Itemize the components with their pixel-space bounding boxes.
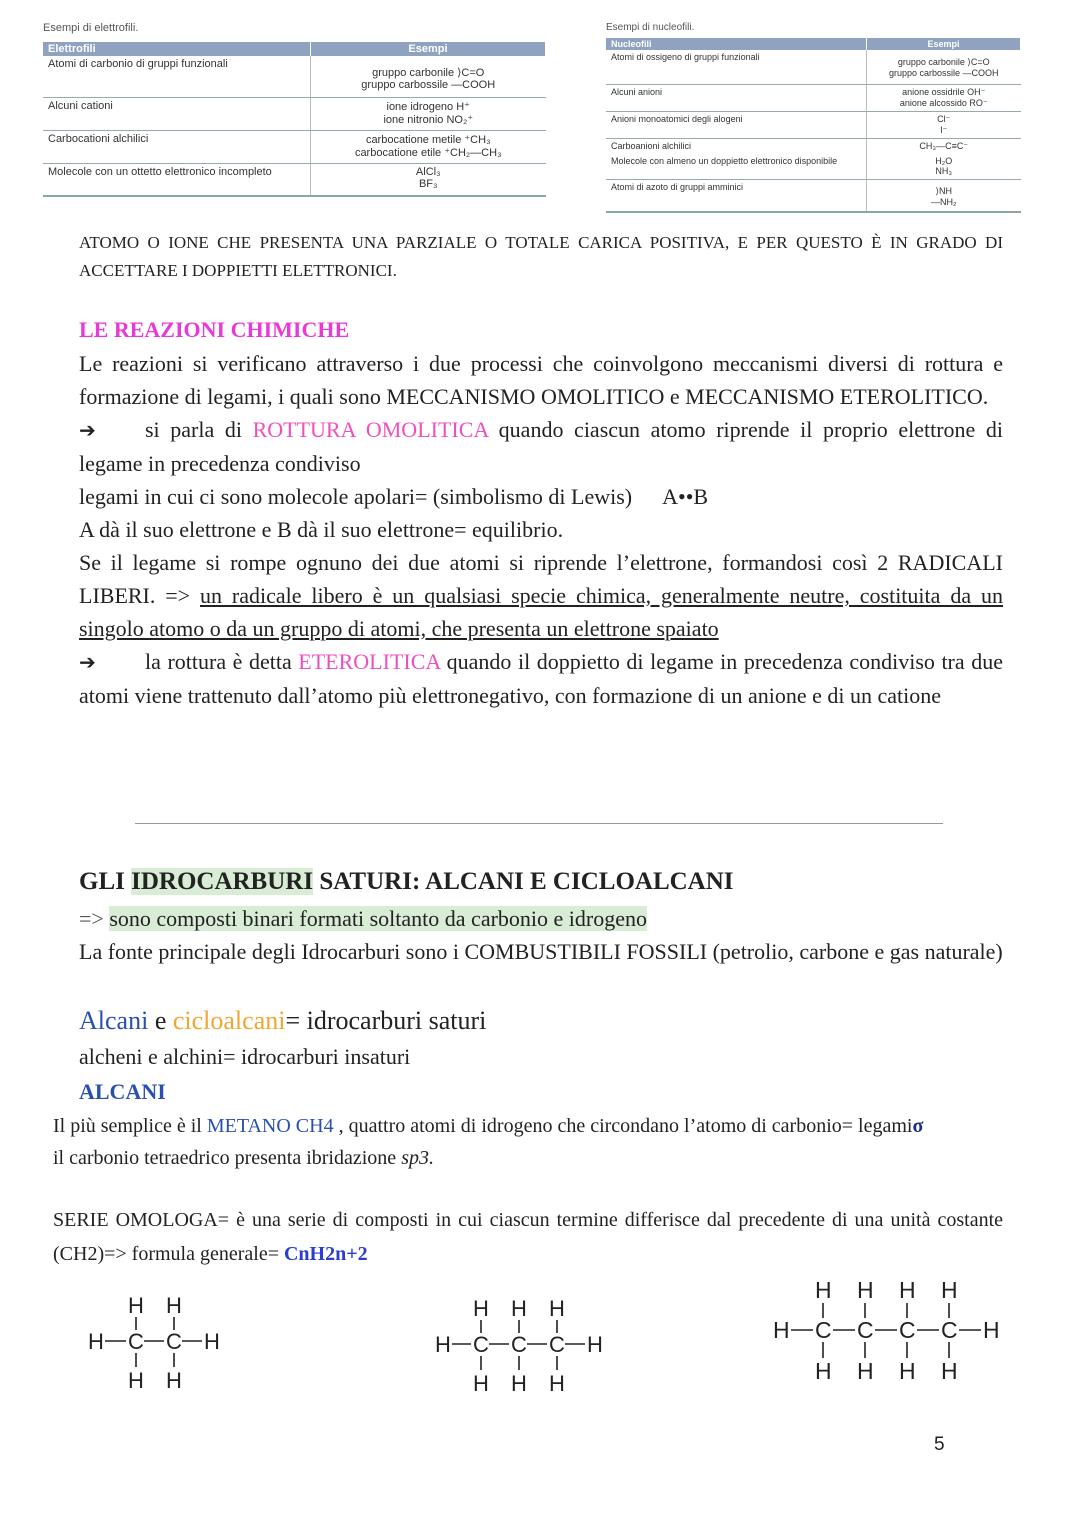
section-title-reazioni: LE REAZIONI CHIMICHE — [79, 317, 350, 342]
table-cell: Molecole con un ottetto elettronico incompleto — [43, 163, 311, 196]
atom-h: H — [815, 1358, 832, 1384]
atom-h: H — [473, 1296, 489, 1321]
saturi-line: Alcani e cicloalcani= idrocarburi saturi — [79, 1006, 487, 1035]
table-cell: CH₃—C≡C⁻ — [867, 138, 1021, 154]
atom-h: H — [899, 1358, 916, 1384]
table-row — [43, 97, 546, 130]
table-row — [43, 163, 546, 196]
atom-c: C — [166, 1329, 182, 1354]
atom-h: H — [857, 1358, 874, 1384]
atom-h: H — [128, 1368, 144, 1393]
table-row — [606, 138, 1021, 154]
insaturi-line: alcheni e alchini= idrocarburi insaturi — [79, 1044, 411, 1069]
atom-h: H — [549, 1296, 565, 1321]
atom-c: C — [857, 1317, 874, 1343]
radicale-definition: un radicale libero è un qualsiasi specie chimica, generalmente neutre, costituita da un singolo atomo o da un gruppo di atomi, che presenta un elettrone spaiato — [79, 583, 1003, 641]
atom-c: C — [511, 1332, 527, 1357]
atom-h: H — [857, 1277, 874, 1303]
table-cell: Alcuni cationi — [43, 97, 311, 130]
elettrofili-table — [43, 42, 546, 197]
table-cell: AlCl₃ BF₃ — [311, 163, 546, 196]
table-cell: Molecole con almeno un doppietto elettronico disponibile — [606, 154, 867, 180]
atom-h: H — [941, 1358, 958, 1384]
arrow-icon: ➔ — [79, 418, 96, 442]
atom-c: C — [128, 1329, 144, 1354]
atom-h: H — [549, 1371, 565, 1396]
atom-c: C — [815, 1317, 832, 1343]
page-number: 5 — [934, 1434, 945, 1455]
atom-h: H — [166, 1368, 182, 1393]
table-cell: H₂O NH₃ — [867, 154, 1021, 180]
alcani-title: ALCANI — [79, 1079, 166, 1104]
table-header: Esempi — [867, 38, 1021, 50]
elettrofilo-definition: ATOMO O IONE CHE PRESENTA UNA PARZIALE O TOTALE CARICA POSITIVA, E PER QUESTO È IN GRADO DI ACCETTARE I DOPPIETTI ELETTRONICI. — [79, 233, 1003, 280]
fonte-paragraph: La fonte principale degli Idrocarburi sono i COMBUSTIBILI FOSSILI (petrolio, carbone e gas naturale) — [79, 939, 1003, 964]
atom-h: H — [511, 1296, 527, 1321]
atom-h: H — [204, 1329, 220, 1354]
table-cell: Cl⁻ I⁻ — [867, 111, 1021, 138]
idrocarburi-text — [79, 902, 1003, 968]
atom-h: H — [88, 1329, 104, 1354]
table-cell: Atomi di azoto di gruppi amminici — [606, 180, 867, 212]
lewis-line: legami in cui ci sono molecole apolari= (simbolismo di Lewis) A••B — [79, 484, 709, 509]
nucleofili-caption: Esempi di nucleofili. — [606, 22, 695, 33]
reazioni-intro: Le reazioni si verificano attraverso i due processi che coinvolgono meccanismi diversi di rottura e formazione di legami, i quali sono MECCANISMO OMOLITICO e MECCANISMO ETEROLITICO. — [79, 351, 1003, 409]
formula-generale: CnH2n+2 — [283, 1243, 368, 1265]
elettrofili-caption: Esempi di elettrofili. — [43, 22, 139, 34]
table-cell: ⟩NH —NH₂ — [867, 180, 1021, 212]
table-cell: Alcuni anioni — [606, 84, 867, 111]
omolitica-paragraph: ➔ si parla di ROTTURA OMOLITICA quando ciascun atomo riprende il proprio elettrone di legame in precedenza condiviso — [79, 413, 1003, 480]
table-header: Esempi — [311, 42, 546, 56]
eterolitica-paragraph: ➔ la rottura è detta ETEROLITICA quando il doppietto di legame in precedenza condiviso tra due atomi viene trattenuto dall’atomo più elettronegativo, con formazione di un anione e di un catione — [79, 645, 1003, 712]
lewis-symbol: A••B — [662, 484, 709, 509]
table-cell: Carbocationi alchilici — [43, 130, 311, 163]
table-row — [606, 50, 1021, 84]
table-cell: Carboanioni alchilici — [611, 140, 692, 151]
radicali-paragraph: Se il legame si rompe ognuno dei due atomi si riprende l’elettrone, formandosi così 2 RADICALI LIBERI. => un radicale libero è un qualsiasi specie chimica, generalmente neutre, costituita da un singolo atomo o da un gruppo di atomi, che presenta un elettrone spaiato — [79, 550, 1003, 641]
atom-c: C — [473, 1332, 489, 1357]
arrow-icon: ➔ — [79, 650, 96, 674]
atom-h: H — [983, 1317, 1000, 1343]
butane-structure — [765, 1270, 1015, 1390]
ethane-structure — [80, 1285, 250, 1400]
atom-c: C — [899, 1317, 916, 1343]
metano-paragraph: Il più semplice è il METANO CH4 , quattro atomi di idrogeno che circondano l’atomo di carbonio= legamiσ il carbonio tetraedrico presenta ibridazione sp3. — [53, 1115, 924, 1169]
atom-h: H — [815, 1277, 832, 1303]
reazioni-text — [79, 347, 1003, 712]
atom-c: C — [549, 1332, 565, 1357]
atom-h: H — [473, 1371, 489, 1396]
table-cell: gruppo carbonile ⟩C=O gruppo carbossile —COOH — [867, 50, 1021, 84]
atom-h: H — [435, 1332, 451, 1357]
equilibrio-line: A dà il suo elettrone e B dà il suo elettrone= equilibrio. — [79, 517, 564, 542]
table-header: Elettrofili — [43, 42, 311, 56]
table-row — [606, 180, 1021, 212]
metano-key: METANO CH4 — [206, 1115, 334, 1137]
table-header: Nucleofili — [606, 38, 867, 50]
table-cell: Anioni monoatomici degli alogeni — [606, 111, 867, 138]
table-row — [43, 56, 546, 97]
atom-h: H — [899, 1277, 916, 1303]
atom-h: H — [773, 1317, 790, 1343]
alcani-label: Alcani — [79, 1006, 149, 1035]
table-cell: ione idrogeno H⁺ ione nitronio NO₂⁺ — [311, 97, 546, 130]
atom-h: H — [128, 1293, 144, 1318]
divider — [135, 823, 943, 824]
atom-h: H — [941, 1277, 958, 1303]
table-cell: Atomi di carbonio di gruppi funzionali — [43, 56, 311, 97]
atom-h: H — [587, 1332, 603, 1357]
eterolitica-key: ETEROLITICA — [298, 649, 441, 674]
table-cell: carbocatione metile ⁺CH₃ carbocatione etile ⁺CH₂—CH₃ — [311, 130, 546, 163]
table-cell: anione ossidrile OH⁻ anione alcossido RO⁻ — [867, 84, 1021, 111]
table-cell: gruppo carbonile ⟩C=O gruppo carbossile —COOH — [311, 56, 546, 97]
section-title-idrocarburi: GLI IDROCARBURI SATURI: ALCANI E CICLOALCANI — [79, 868, 734, 895]
propane-structure — [427, 1288, 627, 1403]
atom-c: C — [941, 1317, 958, 1343]
table-row — [606, 111, 1021, 138]
table-row — [606, 84, 1021, 111]
table-cell: Atomi di ossigeno di gruppi funzionali — [606, 50, 867, 84]
idrocarburi-def: => sono composti binari formati soltanto da carbonio e idrogeno — [79, 906, 647, 931]
atom-h: H — [166, 1293, 182, 1318]
atom-h: H — [511, 1371, 527, 1396]
nucleofili-table — [606, 38, 1021, 213]
table-row — [606, 154, 1021, 180]
cicloalcani-label: cicloalcani — [172, 1006, 286, 1035]
serie-omologa: SERIE OMOLOGA= è una serie di composti in cui ciascun termine differisce dal precedente di una unità costante (CH2)=> formula generale= CnH2n+2 — [53, 1209, 1003, 1265]
rottura-omolitica: ROTTURA OMOLITICA — [252, 417, 489, 442]
table-row — [43, 130, 546, 163]
